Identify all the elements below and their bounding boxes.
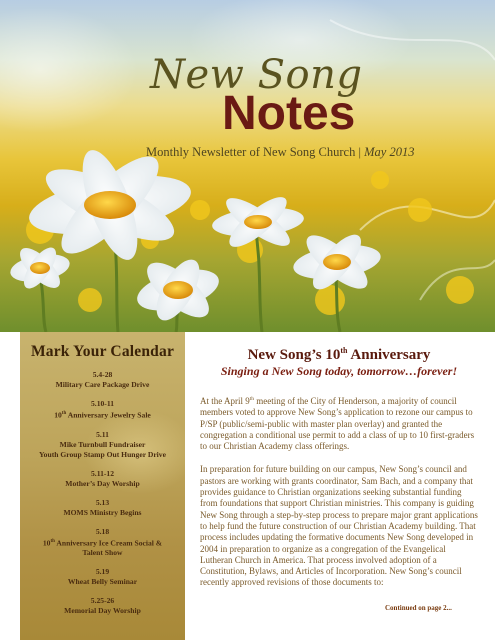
article-title-sup: th (340, 346, 348, 355)
event-date: 5.4-28 (92, 370, 113, 379)
subtitle-separator: | (358, 145, 361, 159)
event-title-sup: th (50, 538, 55, 544)
calendar-event (20, 469, 185, 489)
event-date: 5.19 (95, 567, 110, 577)
article-title-part: New Song’s 10 (247, 347, 341, 363)
calendar-event (20, 370, 185, 390)
anniversary-article (200, 332, 478, 589)
continued-link[interactable]: Continued on page 2... (385, 604, 452, 612)
event-date: 5.13 (95, 497, 110, 507)
event-title-part: Anniversary Jewelry Sale (66, 410, 151, 420)
event-title: Military Care Package Drive (55, 380, 150, 389)
masthead-subtitle (146, 145, 414, 160)
calendar-event (20, 399, 185, 421)
event-date: 5.11 (96, 429, 109, 439)
event-title (20, 409, 185, 421)
calendar-event (20, 498, 185, 518)
calendar-event (20, 596, 185, 616)
calendar-event (20, 430, 185, 460)
article-paragraph (200, 394, 478, 452)
article-subtitle: Singing a New Song today, tomorrow…forever! (220, 364, 458, 378)
calendar-event (20, 567, 185, 587)
calendar-event (20, 527, 185, 559)
paragraph-sup: th (249, 396, 255, 402)
event-title-part: 10 (42, 538, 51, 548)
calendar-event-list (20, 370, 185, 616)
event-title: Memorial Day Worship (64, 606, 141, 616)
event-title-line2: Talent Show (82, 548, 123, 558)
event-date: 5.10-11 (91, 399, 114, 408)
event-title-line2: Youth Group Stamp Out Hunger Drive (39, 449, 166, 459)
masthead-title-notes: Notes (222, 87, 356, 140)
event-title: MOMS Ministry Begins (63, 507, 142, 517)
calendar-sidebar (20, 332, 185, 640)
event-title: Wheat Belly Seminar (67, 577, 138, 587)
article-title-part: Anniversary (347, 347, 431, 363)
masthead-title-script: New Song (150, 52, 363, 98)
event-title-sup: th (61, 411, 67, 416)
event-date: 5.18 (95, 526, 110, 536)
paragraph-part: At the April 9 (200, 396, 250, 406)
event-title: Mike Turnbull Fundraiser (59, 439, 146, 449)
event-title-part: 10 (54, 410, 62, 420)
calendar-heading: Mark Your Calendar (30, 343, 175, 360)
event-title (20, 537, 185, 549)
event-date: 5.11-12 (91, 468, 114, 478)
subtitle-text: Monthly Newsletter of New Song Church (146, 145, 356, 159)
event-date: 5.25-26 (90, 596, 115, 606)
event-title-part: Anniversary Ice Cream Social & (54, 538, 163, 548)
event-title: Mother’s Day Worship (65, 478, 140, 488)
paragraph-part: meeting of the City of Henderson, a majority of council members voted to approve New Song’s application to rezone our campus to P/SP (public/semi-public with master plan overlay) and granted the congregation a conditional use permit to add a class of up to 10 first-graders to our Christian Academy class offerings. (200, 396, 475, 452)
article-paragraph: In preparation for future building on our campus, New Song’s council and pastors are working with grants coordinator, Sam Bach, and a company that provides guidance to Christian organizations seeking substantial funding from foundations that support Christian ministries. This company is guiding New Song through a step-by-step process to prepare major grant applications to help fund the future construction of our Christian Academy building. That process includes updating the formative documents New Song developed in 2004 in preparation to organize as a congregation of the Evangelical Lutheran Church in America. That process involved adoption of a Constitution, Bylaws, and Articles of Incorporation. New Song’s council recently approved revisions of those documents to: (200, 464, 478, 588)
subtitle-date: May 2013 (364, 145, 415, 159)
article-title (200, 342, 478, 364)
